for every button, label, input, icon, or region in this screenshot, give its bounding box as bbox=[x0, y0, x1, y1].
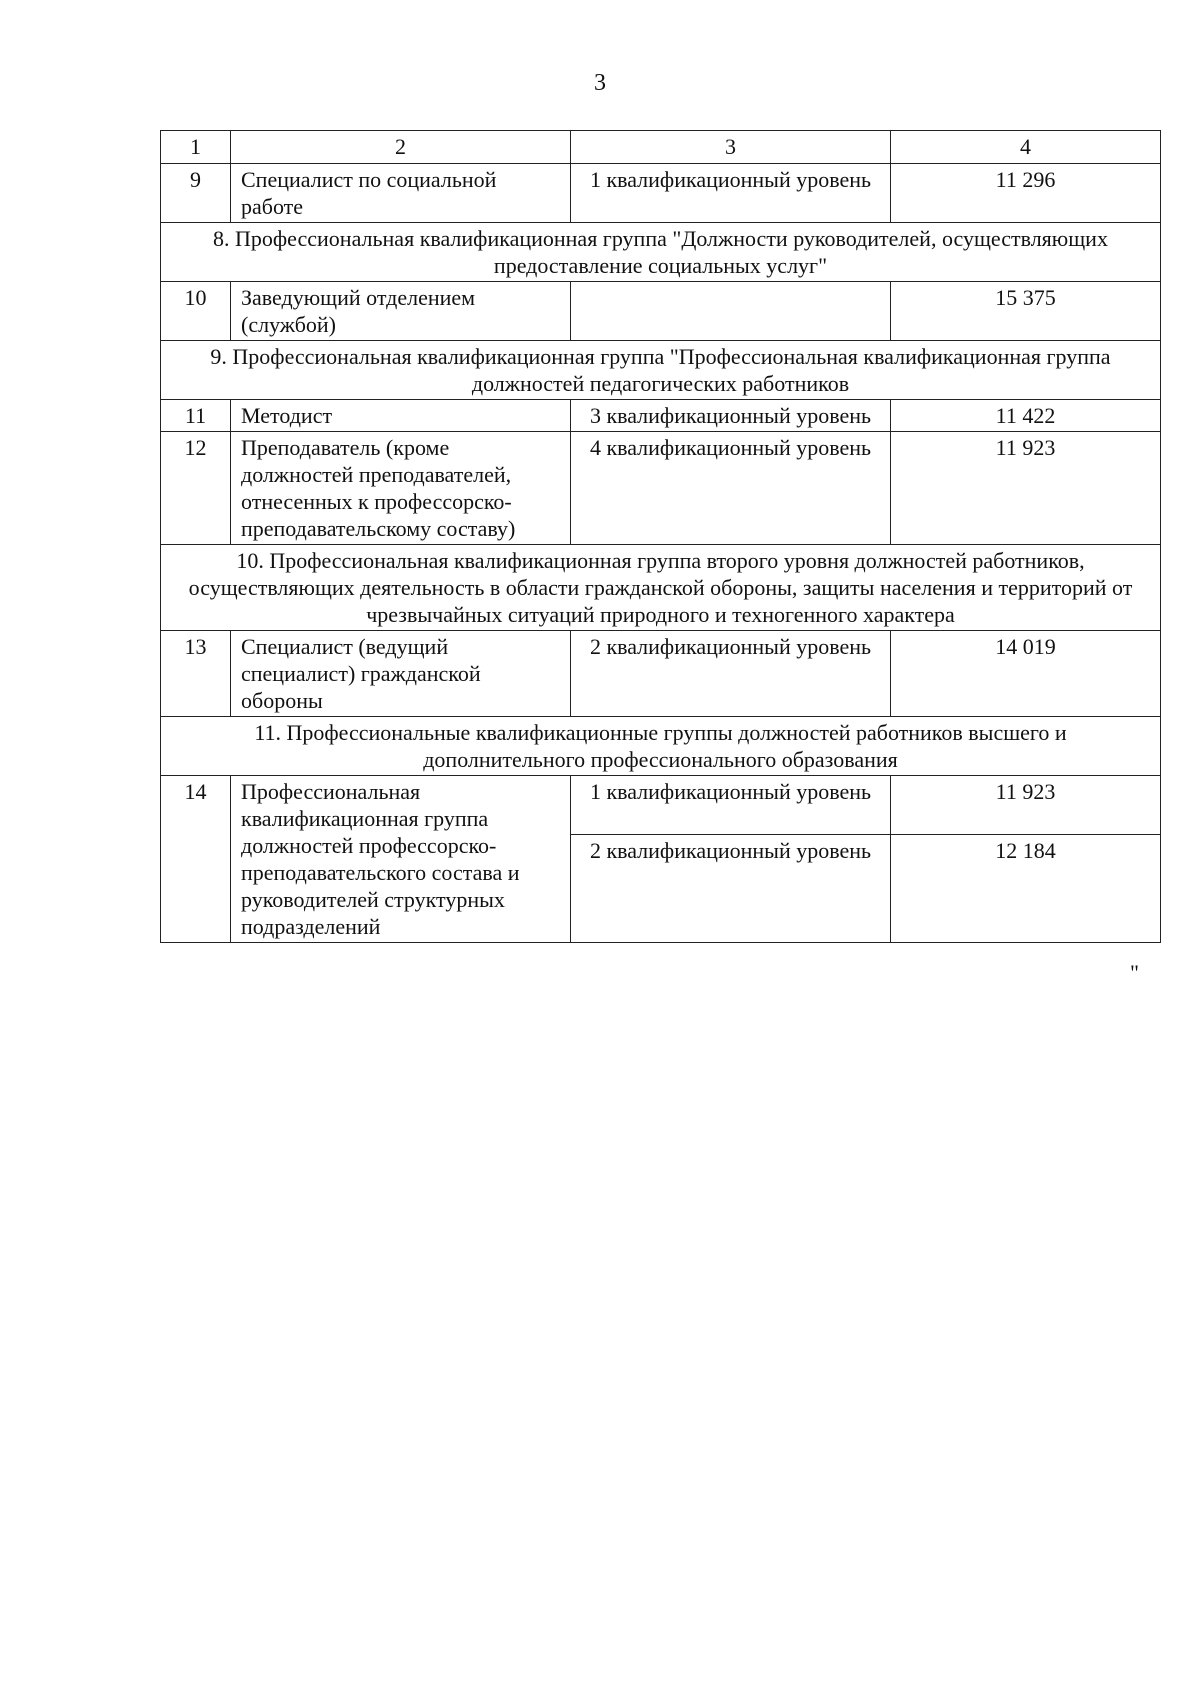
salary-value: 15 375 bbox=[891, 282, 1161, 341]
table-row bbox=[161, 282, 1161, 341]
salary-value: 11 923 bbox=[891, 432, 1161, 545]
group-row bbox=[161, 717, 1161, 776]
qualification-level: 2 квалификационный уровень bbox=[571, 835, 891, 943]
row-number: 9 bbox=[161, 164, 231, 223]
table-row bbox=[161, 631, 1161, 717]
qualification-level: 3 квалификационный уровень bbox=[571, 400, 891, 432]
position-name: Специалист (ведущий специалист) гражданской обороны bbox=[231, 631, 571, 717]
qualification-level bbox=[571, 282, 891, 341]
table-row bbox=[161, 432, 1161, 545]
row-number: 10 bbox=[161, 282, 231, 341]
table-row bbox=[161, 776, 1161, 835]
group-title: 9. Профессиональная квалификационная группа "Профессиональная квалификационная группа должностей педагогических работников bbox=[161, 341, 1161, 400]
salary-table bbox=[160, 130, 1161, 943]
row-number: 12 bbox=[161, 432, 231, 545]
column-header: 1 bbox=[161, 131, 231, 164]
row-number: 11 bbox=[161, 400, 231, 432]
position-name: Заведующий отделением (службой) bbox=[231, 282, 571, 341]
salary-value: 12 184 bbox=[891, 835, 1161, 943]
qualification-level: 1 квалификационный уровень bbox=[571, 164, 891, 223]
row-number: 13 bbox=[161, 631, 231, 717]
group-row bbox=[161, 223, 1161, 282]
position-name: Методист bbox=[231, 400, 571, 432]
position-name: Профессиональная квалификационная группа должностей профессорско-преподавательского состава и руководителей структурных подразделений bbox=[231, 776, 571, 943]
row-number: 14 bbox=[161, 776, 231, 943]
table-row bbox=[161, 164, 1161, 223]
group-title: 10. Профессиональная квалификационная группа второго уровня должностей работников, осуществляющих деятельность в области гражданской обороны, защиты населения и территорий от чрезвычайных ситуаций природного и техногенного характера bbox=[161, 545, 1161, 631]
group-title: 11. Профессиональные квалификационные группы должностей работников высшего и дополнительного профессионального образования bbox=[161, 717, 1161, 776]
column-header: 2 bbox=[231, 131, 571, 164]
group-row bbox=[161, 545, 1161, 631]
qualification-level: 1 квалификационный уровень bbox=[571, 776, 891, 835]
column-header: 3 bbox=[571, 131, 891, 164]
column-header: 4 bbox=[891, 131, 1161, 164]
salary-value: 11 923 bbox=[891, 776, 1161, 835]
qualification-level: 2 квалификационный уровень bbox=[571, 631, 891, 717]
closing-quote-mark: " bbox=[1130, 960, 1139, 985]
page-number: 3 bbox=[594, 70, 606, 96]
salary-value: 11 296 bbox=[891, 164, 1161, 223]
table-header-row bbox=[161, 131, 1161, 164]
salary-value: 11 422 bbox=[891, 400, 1161, 432]
salary-value: 14 019 bbox=[891, 631, 1161, 717]
position-name: Преподаватель (кроме должностей преподавателей, отнесенных к профессорско-преподавательскому составу) bbox=[231, 432, 571, 545]
group-title: 8. Профессиональная квалификационная группа "Должности руководителей, осуществляющих предоставление социальных услуг" bbox=[161, 223, 1161, 282]
group-row bbox=[161, 341, 1161, 400]
qualification-level: 4 квалификационный уровень bbox=[571, 432, 891, 545]
position-name: Специалист по социальной работе bbox=[231, 164, 571, 223]
table-row bbox=[161, 400, 1161, 432]
